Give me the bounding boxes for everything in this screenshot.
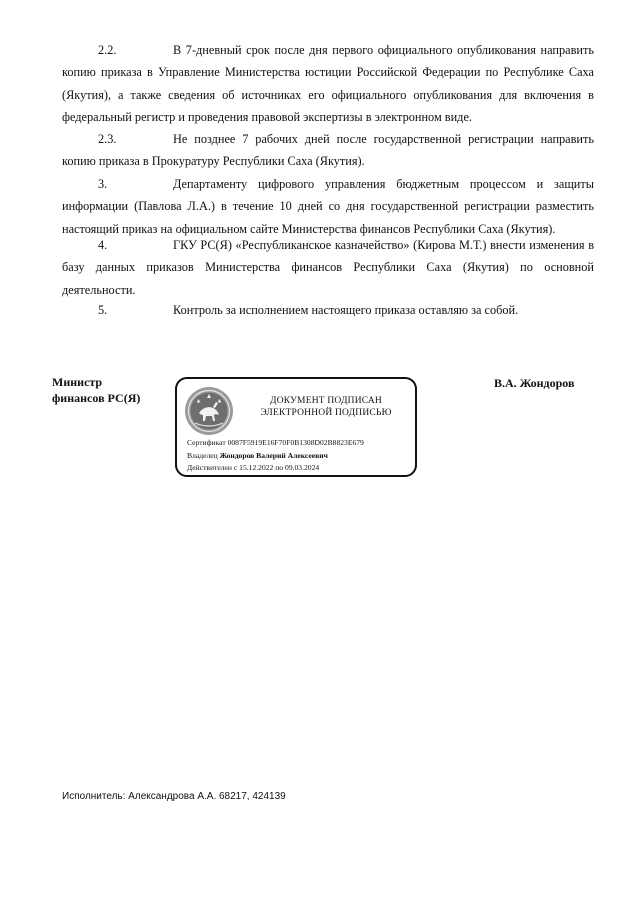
owner-line: Владелец Жондоров Валерий Алексеевич [187, 451, 328, 460]
paragraph-number: 2.3. [98, 132, 117, 146]
electronic-signature-stamp [175, 377, 417, 477]
paragraph-4 [62, 234, 594, 301]
paragraph-2-2 [62, 39, 594, 128]
paragraph-3 [62, 173, 594, 240]
stamp-title: ДОКУМЕНТ ПОДПИСАН ЭЛЕКТРОННОЙ ПОДПИСЬЮ [260, 396, 392, 418]
paragraph-2-3 [62, 128, 594, 173]
signatory-position [52, 374, 172, 406]
paragraph-text: Контроль за исполнением настоящего приказа оставляю за собой. [173, 303, 519, 317]
paragraph-text: ГКУ РС(Я) «Республиканское казначейство» (Кирова М.Т.) внести изменения в базу данных приказов Министерства финансов Республики Саха (Якутия) по основной деятельности. [62, 238, 594, 297]
paragraph-text: Департаменту цифрового управления бюджетным процессом и защиты информации (Павлова Л.А.) в течение 10 дней со дня государственной регистрации разместить настоящий приказ на официальном сайте Министерства финансов Республики Саха (Якутия). [62, 177, 594, 236]
position-line: Министр [52, 375, 103, 389]
position-line: финансов РС(Я) [52, 391, 141, 405]
paragraph-number: 3. [98, 177, 108, 191]
executor-footer: Исполнитель: Александрова А.А. 68217, 424139 [62, 791, 286, 802]
validity-line: Действителен с 15.12.2022 по 09.03.2024 [187, 463, 320, 472]
paragraph-number: 5. [98, 303, 108, 317]
paragraph-text: В 7-дневный срок после дня первого официального опубликования направить копию приказа в Управление Министерства юстиции Российской Федерации по Республике Саха (Якутия), а также сведения об источниках его официального опубликования для включения в федеральный регистр и проведения правовой экспертизы в электронном виде. [62, 43, 594, 124]
certificate-line: Сертификат 0087F5919E16F70F0B1308D02B8823E679 [187, 438, 364, 447]
paragraph-5 [62, 299, 594, 321]
paragraph-number: 4. [98, 238, 108, 252]
paragraph-number: 2.2. [98, 43, 117, 57]
coat-of-arms-icon [183, 385, 235, 437]
signatory-name: В.А. Жондоров [494, 376, 575, 390]
paragraph-text: Не позднее 7 рабочих дней после государственной регистрации направить копию приказа в Прокуратуру Республики Саха (Якутия). [62, 132, 594, 169]
